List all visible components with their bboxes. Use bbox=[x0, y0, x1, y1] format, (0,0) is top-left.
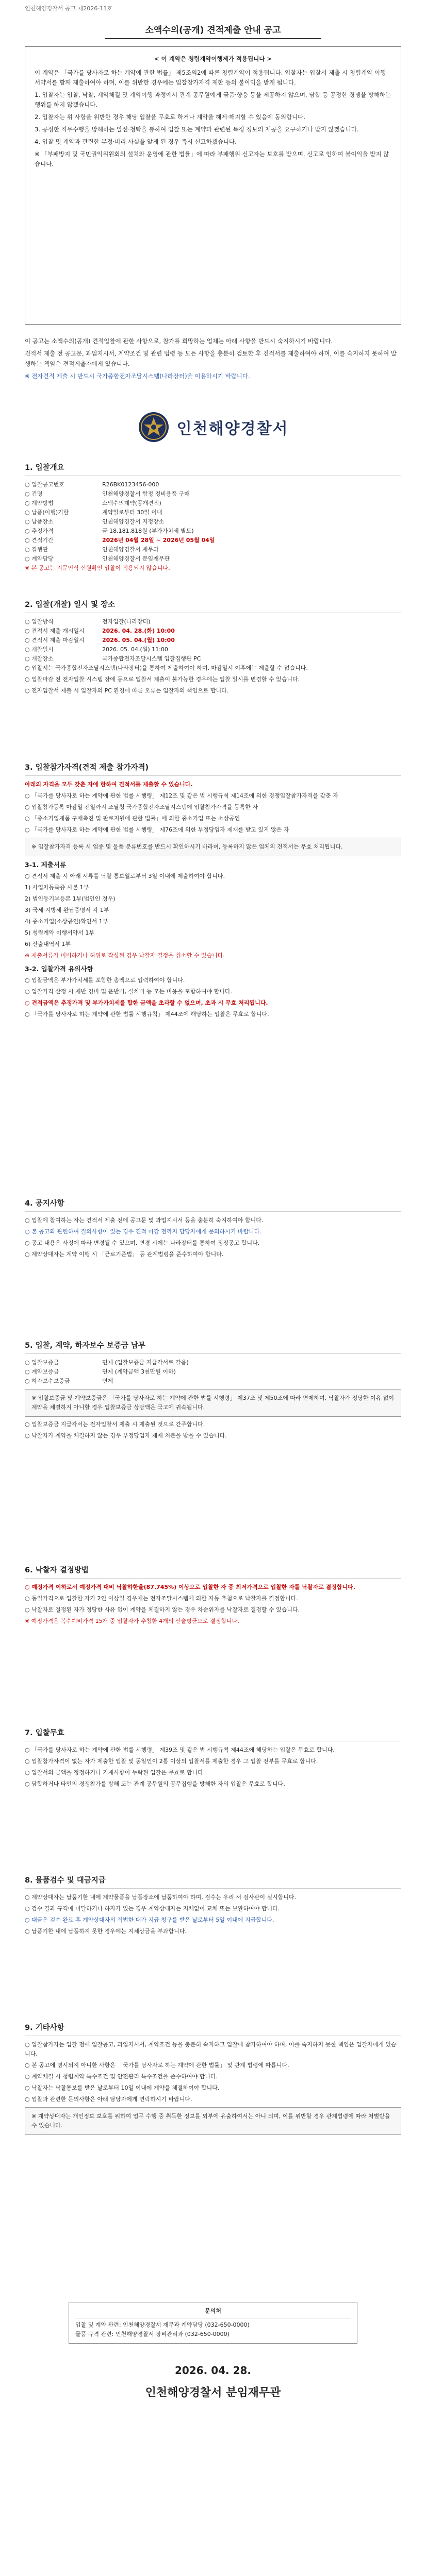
document-title: 소액수의(공개) 견적제출 안내 공고 bbox=[145, 25, 281, 36]
intro-text bbox=[25, 336, 401, 398]
info-row bbox=[25, 636, 401, 645]
section-overview bbox=[25, 459, 401, 587]
warning-box: ※ 계약상대자는 개인정보 보호를 위하여 업무 수행 중 취득한 정보를 외부에 유출하여서는 아니 되며, 이를 위반할 경우 관계법령에 따라 처벌받을 수 있습니다. bbox=[25, 2107, 401, 2135]
info-row bbox=[25, 645, 401, 654]
section-title: 6. 낙찰자 결정방법 bbox=[25, 1561, 401, 1579]
contact-heading: 문의처 bbox=[75, 2307, 351, 2318]
section-paragraph: ○ 입찰에 참여하는 자는 견적서 제출 전에 공고문 및 과업지시서 등을 충분히 숙지하여야 합니다. bbox=[25, 1217, 264, 1224]
list-item: ※ 제출서류가 미비하거나 허위로 작성된 경우 낙찰자 결정을 취소할 수 있습니다. bbox=[25, 952, 225, 959]
info-row bbox=[25, 1358, 401, 1367]
warning-box: ※ 입찰참가자격 등록 시 업종 및 물품 분류번호를 반드시 확인하시기 바라며, 등록하지 않은 업체의 견적서는 무효 처리됩니다. bbox=[25, 838, 401, 856]
section-title: 5. 입찰, 계약, 하자보수 보증금 납부 bbox=[25, 1336, 401, 1354]
issuing-authority: 인천해양경찰서 분임재무관 bbox=[145, 2386, 281, 2399]
section-body bbox=[25, 780, 401, 1021]
contact-line: 물품 규격 관련: 인천해양경찰서 장비관리과 (032-650-0000) bbox=[75, 2331, 230, 2337]
info-value: 면제 bbox=[102, 1378, 113, 1384]
info-value: 인천해양경찰서 분임재무관 bbox=[102, 555, 170, 562]
section-title: 9. 기타사항 bbox=[25, 2019, 401, 2036]
contact-line: 입찰 및 계약 관련: 인천해양경찰서 재무과 계약담당 (032-650-0000) bbox=[75, 2321, 250, 2328]
section-qualification bbox=[25, 758, 401, 1186]
list-item: 2) 법인등기부등본 1부(법인인 경우) bbox=[25, 895, 116, 902]
subsection-title: 3-2. 입찰가격 유의사항 bbox=[25, 965, 93, 973]
info-key: ○ 견적기간 bbox=[25, 537, 54, 544]
section-paragraph: ○ 담합하거나 타인의 경쟁참가를 방해 또는 관계 공무원의 공무집행을 방해한 자의 입찰은 무효로 합니다. bbox=[25, 1781, 285, 1787]
coast-guard-emblem-icon bbox=[138, 411, 170, 443]
section-paragraph: ○ 공고 내용은 사정에 따라 변경될 수 있으며, 변경 시에는 나라장터를 통하여 정정공고 합니다. bbox=[25, 1240, 260, 1246]
section-body bbox=[25, 480, 401, 575]
info-key: ○ 입찰방식 bbox=[25, 618, 54, 625]
intro-paragraph: 이 공고는 소액수의(공개) 견적입찰에 관한 사항으로, 참가를 희망하는 업체는 아래 사항을 반드시 숙지하시기 바랍니다. bbox=[25, 337, 333, 345]
section-paragraph: ○ 본 공고에 명시되지 아니한 사항은 「국가를 당사자로 하는 계약에 관한 법률」 및 관계 법령에 따릅니다. bbox=[25, 2062, 289, 2069]
info-value: 인천해양경찰서 함정 정비용품 구매 bbox=[102, 490, 190, 497]
section-award-method bbox=[25, 1561, 401, 1716]
integrity-paragraph: ※ 「부패방지 및 국민권익위원회의 설치와 운영에 관한 법률」에 따라 부패행위 신고자는 보호를 받으며, 신고로 인하여 불이익을 받지 않습니다. bbox=[35, 150, 389, 167]
info-value: R26BK0123456-000 bbox=[102, 481, 159, 488]
section-paragraph: ○ 입찰보증금 지급각서는 전자입찰서 제출 시 제출된 것으로 간주합니다. bbox=[25, 1421, 205, 1428]
integrity-paragraph: 4. 입찰 및 계약과 관련한 부정·비리 사실을 알게 된 경우 즉시 신고하겠습니다. bbox=[35, 138, 237, 145]
info-key: ○ 계약방법 bbox=[25, 500, 54, 506]
section-paragraph: ○ 예정가격 이하로서 예정가격 대비 낙찰하한율(87.745%) 이상으로 입찰한 자 중 최저가격으로 입찰한 자를 낙찰자로 결정합니다. bbox=[25, 1584, 355, 1590]
info-row bbox=[25, 1367, 401, 1377]
info-key: ○ 추정가격 bbox=[25, 528, 54, 534]
section-body bbox=[25, 2040, 401, 2138]
info-value: 2026. 05. 04.(월) 10:00 bbox=[102, 637, 175, 643]
section-other bbox=[25, 2019, 401, 2286]
section-paragraph: ○ 「국가를 당사자로 하는 계약에 관한 법률 시행령」 제76조에 의한 부정당업자 제재를 받고 있지 않은 자 bbox=[25, 826, 289, 833]
info-value: 2026. 04. 28.(화) 10:00 bbox=[102, 628, 175, 634]
list-item: ○ 견적금액은 추정가격 및 부가가치세를 합한 금액을 초과할 수 없으며, 초과 시 무효 처리됩니다. bbox=[25, 999, 268, 1006]
section-invalid-bids bbox=[25, 1724, 401, 1863]
section-paragraph: ○ 계약상대자는 계약 이행 시 「근로기준법」 등 관계법령을 준수하여야 합니다. bbox=[25, 1251, 224, 1258]
list-item: 3) 국세·지방세 완납증명서 각 1부 bbox=[25, 907, 109, 913]
announcement-number: 인천해양경찰서 공고 제2026-11호 bbox=[25, 5, 112, 12]
section-paragraph: ○ 입찰서는 국가종합전자조달시스템(나라장터)을 통하여 제출하여야 하며, 마감일시 이후에는 제출할 수 없습니다. bbox=[25, 665, 308, 671]
integrity-notice-box bbox=[25, 46, 401, 325]
section-title: 3. 입찰참가자격(견적 제출 참가자격) bbox=[25, 758, 401, 776]
section-body bbox=[25, 1358, 401, 1443]
info-row bbox=[25, 499, 401, 508]
info-row bbox=[25, 489, 401, 499]
info-key: ○ 건명 bbox=[25, 490, 43, 497]
integrity-paragraph: 이 계약은 「국가를 당사자로 하는 계약에 관한 법률」 제5조의2에 따른 청렴계약이 적용됩니다. 입찰자는 입찰서 제출 시 청렴계약 이행서약서를 함께 제출하여야 하며, 이를 위반한 경우에는 입찰참가자격 제한 등의 불이익을 받게 됩니다. bbox=[35, 69, 386, 86]
info-key: ○ 개찰장소 bbox=[25, 655, 54, 662]
list-item: 4) 중소기업(소상공인)확인서 1부 bbox=[25, 918, 108, 925]
info-value: 계약일로부터 30일 이내 bbox=[102, 509, 162, 516]
list-item: 6) 산출내역서 1부 bbox=[25, 941, 71, 947]
info-value: 금 18,181,818원 (부가가치세 별도) bbox=[102, 528, 194, 534]
section-body bbox=[25, 1893, 401, 1938]
info-row bbox=[25, 554, 401, 564]
info-value: 소액수의계약(공개견적) bbox=[102, 500, 161, 506]
info-row bbox=[25, 545, 401, 554]
info-row bbox=[25, 617, 401, 626]
intro-paragraph: ※ 전자견적 제출 시 반드시 국가종합전자조달시스템(나라장터)을 이용하시기 바랍니다. bbox=[25, 372, 250, 380]
section-body bbox=[25, 617, 401, 698]
section-paragraph: ○ 검수 결과 규격에 미달하거나 하자가 있는 경우 계약상대자는 지체없이 교체 또는 보완하여야 합니다. bbox=[25, 1905, 280, 1912]
section-paragraph: ○ 입찰마감 전 전자입찰 시스템 장애 등으로 입찰서 제출이 불가능한 경우에는 입찰 일시를 변경할 수 있습니다. bbox=[25, 676, 300, 683]
section-intro: 아래의 자격을 모두 갖춘 자에 한하여 견적서를 제출할 수 있습니다. bbox=[25, 781, 193, 788]
title-underline bbox=[105, 38, 321, 39]
section-paragraph: ○ 동일가격으로 입찰한 자가 2인 이상일 경우에는 전자조달시스템에 의한 자동 추첨으로 낙찰자를 결정합니다. bbox=[25, 1595, 298, 1602]
info-row bbox=[25, 527, 401, 536]
info-value: 인천해양경찰서 재무과 bbox=[102, 546, 159, 553]
section-paragraph: ○ 계약상대자는 납품기한 내에 계약물품을 납품장소에 납품하여야 하며, 검수는 우리 서 검사관이 실시합니다. bbox=[25, 1894, 297, 1901]
intro-paragraph: 견적서 제출 전 공고문, 과업지시서, 계약조건 및 관련 법령 등 모든 사항을 충분히 검토한 후 견적서를 제출하여야 하며, 이를 숙지하지 못하여 발생하는 책임은 견적제출자에게 있습니다. bbox=[25, 350, 397, 367]
list-item: 5) 청렴계약 이행서약서 1부 bbox=[25, 929, 95, 936]
info-key: ○ 하자보수보증금 bbox=[25, 1378, 70, 1384]
warning-box: ※ 입찰보증금 및 계약보증금은 「국가를 당사자로 하는 계약에 관한 법률 시행령」 제37조 및 제50조에 따라 면제하며, 낙찰자가 정당한 이유 없이 계약을 체결하지 아니할 경우 입찰보증금 상당액은 국고에 귀속됩니다. bbox=[25, 1389, 401, 1417]
section-paragraph: ○ 납품기한 내에 납품하지 못한 경우에는 지체상금을 부과합니다. bbox=[25, 1928, 187, 1935]
section-inspection-payment bbox=[25, 1871, 401, 2010]
section-paragraph: ○ 입찰과 관련한 문의사항은 아래 담당자에게 연락하시기 바랍니다. bbox=[25, 2096, 192, 2103]
section-deposit bbox=[25, 1336, 401, 1553]
info-key: ○ 계약보증금 bbox=[25, 1368, 59, 1375]
organization-name: 인천해양경찰서 bbox=[176, 420, 289, 438]
section-paragraph: ○ 낙찰자로 결정된 자가 정당한 사유 없이 계약을 체결하지 않는 경우 차순위자를 낙찰자로 결정할 수 있습니다. bbox=[25, 1606, 300, 1613]
section-paragraph: ○ 「중소기업제품 구매촉진 및 판로지원에 관한 법률」에 의한 중소기업 또는 소상공인 bbox=[25, 815, 240, 822]
section-title: 2. 입찰(개찰) 일시 및 장소 bbox=[25, 596, 401, 613]
info-key: ○ 견적서 제출 개시일시 bbox=[25, 628, 85, 634]
info-value: 인천해양경찰서 지정장소 bbox=[102, 518, 165, 525]
section-body bbox=[25, 1745, 401, 1791]
list-item: ○ 입찰가격 산정 시 제반 경비 및 운반비, 설치비 등 모든 비용을 포함하여야 합니다. bbox=[25, 988, 233, 995]
subsection-title: 3-1. 제출서류 bbox=[25, 861, 66, 869]
info-key: ○ 입찰보증금 bbox=[25, 1359, 59, 1366]
section-paragraph: ○ 「국가를 당사자로 하는 계약에 관한 법률 시행령」 제12조 및 같은 법 시행규칙 제14조에 의한 경쟁입찰참가자격을 갖춘 자 bbox=[25, 792, 338, 799]
section-title: 7. 입찰무효 bbox=[25, 1724, 401, 1741]
section-paragraph: ○ 대금은 검수 완료 후 계약상대자의 적법한 대가 지급 청구를 받은 날로부터 5일 이내에 지급합니다. bbox=[25, 1917, 274, 1923]
section-paragraph: ○ 낙찰자는 낙찰통보를 받은 날로부터 10일 이내에 계약을 체결하여야 합니다. bbox=[25, 2084, 220, 2091]
integrity-paragraph: 3. 공정한 직무수행을 방해하는 알선·청탁을 통하여 입찰 또는 계약과 관련된 특정 정보의 제공을 요구하거나 받지 않겠습니다. bbox=[35, 126, 359, 133]
info-row bbox=[25, 517, 401, 527]
info-value: 면제 (계약금액 3천만원 이하) bbox=[102, 1368, 176, 1375]
section-notices bbox=[25, 1194, 401, 1328]
section-paragraph: ○ 입찰참가자격이 없는 자가 제출한 입찰 및 동일인이 2통 이상의 입찰서를 제출한 경우 그 입찰 전부를 무효로 합니다. bbox=[25, 1758, 318, 1765]
info-value: 전자입찰(나라장터) bbox=[102, 618, 151, 625]
info-key: ○ 납품(이행)기한 bbox=[25, 509, 69, 516]
list-item: ○ 견적서 제출 시 아래 서류를 낙찰 통보일로부터 3일 이내에 제출하여야 합니다. bbox=[25, 873, 225, 879]
section-schedule bbox=[25, 596, 401, 750]
info-row bbox=[25, 654, 401, 664]
section-paragraph: ○ 입찰참가자는 입찰 전에 입찰공고, 과업지시서, 계약조건 등을 충분히 숙지하고 입찰에 참가하여야 하며, 이를 숙지하지 못한 책임은 입찰자에게 있습니다. bbox=[25, 2041, 397, 2057]
info-value: 2026년 04월 28일 ~ 2026년 05월 04일 bbox=[102, 537, 215, 544]
section-paragraph: ○ 낙찰자가 계약을 체결하지 않는 경우 부정당업자 제재 처분을 받을 수 있습니다. bbox=[25, 1432, 227, 1439]
section-paragraph: ○ 계약체결 시 청렴계약 특수조건 및 안전관리 특수조건을 준수하여야 합니다. bbox=[25, 2073, 218, 2080]
info-value: 면제 (입찰보증금 지급각서로 갈음) bbox=[102, 1359, 189, 1366]
info-key: ○ 납품장소 bbox=[25, 518, 54, 525]
info-key: ○ 계약담당 bbox=[25, 555, 54, 562]
integrity-notice-heading: < 이 계약은 청렴계약이행제가 적용됩니다 > bbox=[154, 55, 272, 62]
info-value: 국가종합전자조달시스템 입찰집행관 PC bbox=[102, 655, 201, 662]
section-body bbox=[25, 1583, 401, 1628]
section-title: 1. 입찰개요 bbox=[25, 459, 401, 476]
list-item: 1) 사업자등록증 사본 1부 bbox=[25, 884, 89, 891]
section-note: ※ 예정가격은 복수예비가격 15개 중 입찰자가 추첨한 4개의 산술평균으로 결정합니다. bbox=[25, 1618, 239, 1624]
info-key: ○ 입찰공고번호 bbox=[25, 481, 64, 488]
announcement-date: 2026. 04. 28. bbox=[174, 2364, 252, 2377]
info-key: ○ 개찰일시 bbox=[25, 646, 54, 653]
section-paragraph: ○ 전자입찰서 제출 시 입찰자의 PC 환경에 따른 오류는 입찰자의 책임으로 합니다. bbox=[25, 687, 229, 694]
section-title: 8. 물품검수 및 대금지급 bbox=[25, 1871, 401, 1889]
contact-box bbox=[69, 2302, 357, 2344]
info-key: ○ 견적서 제출 마감일시 bbox=[25, 637, 85, 643]
info-value: 2026. 05. 04.(월) 11:00 bbox=[102, 646, 168, 653]
section-note: ※ 본 공고는 지문인식 신원확인 입찰이 적용되지 않습니다. bbox=[25, 565, 170, 571]
section-paragraph: ○ 「국가를 당사자로 하는 계약에 관한 법률 시행령」 제39조 및 같은 법 시행규칙 제44조에 해당하는 입찰은 무효로 합니다. bbox=[25, 1747, 335, 1753]
section-paragraph: ○ 본 공고와 관련하여 질의사항이 있는 경우 견적 마감 전까지 담당자에게 문의하시기 바랍니다. bbox=[25, 1228, 261, 1235]
integrity-paragraph: 2. 입찰자는 위 사항을 위반한 경우 해당 입찰을 무효로 하거나 계약을 해제·해지할 수 있음에 동의합니다. bbox=[35, 113, 305, 121]
section-paragraph: ○ 입찰참가등록 마감일 전일까지 조달청 국가종합전자조달시스템에 입찰참가자격을 등록한 자 bbox=[25, 804, 258, 810]
info-key: ○ 집행관 bbox=[25, 546, 48, 553]
info-row bbox=[25, 508, 401, 517]
info-row bbox=[25, 480, 401, 489]
info-row bbox=[25, 626, 401, 636]
info-row bbox=[25, 1377, 401, 1386]
list-item: ○ 「국가를 당사자로 하는 계약에 관한 법률 시행규칙」 제44조에 해당하는 입찰은 무효로 합니다. bbox=[25, 1011, 269, 1018]
info-row bbox=[25, 536, 401, 545]
section-body bbox=[25, 1216, 401, 1261]
integrity-paragraph: 1. 입찰자는 입찰, 낙찰, 계약체결 및 계약이행 과정에서 관계 공무원에게 금품·향응 등을 제공하지 않으며, 담합 등 공정한 경쟁을 방해하는 행위를 하지 않겠습니다. bbox=[35, 91, 391, 108]
section-paragraph: ○ 입찰서의 금액을 정정하거나 기재사항이 누락된 입찰은 무효로 합니다. bbox=[25, 1769, 205, 1776]
section-title: 4. 공지사항 bbox=[25, 1194, 401, 1212]
list-item: ○ 입찰금액은 부가가치세를 포함한 총액으로 입력하여야 합니다. bbox=[25, 977, 185, 984]
organization-logo-row bbox=[25, 404, 401, 450]
